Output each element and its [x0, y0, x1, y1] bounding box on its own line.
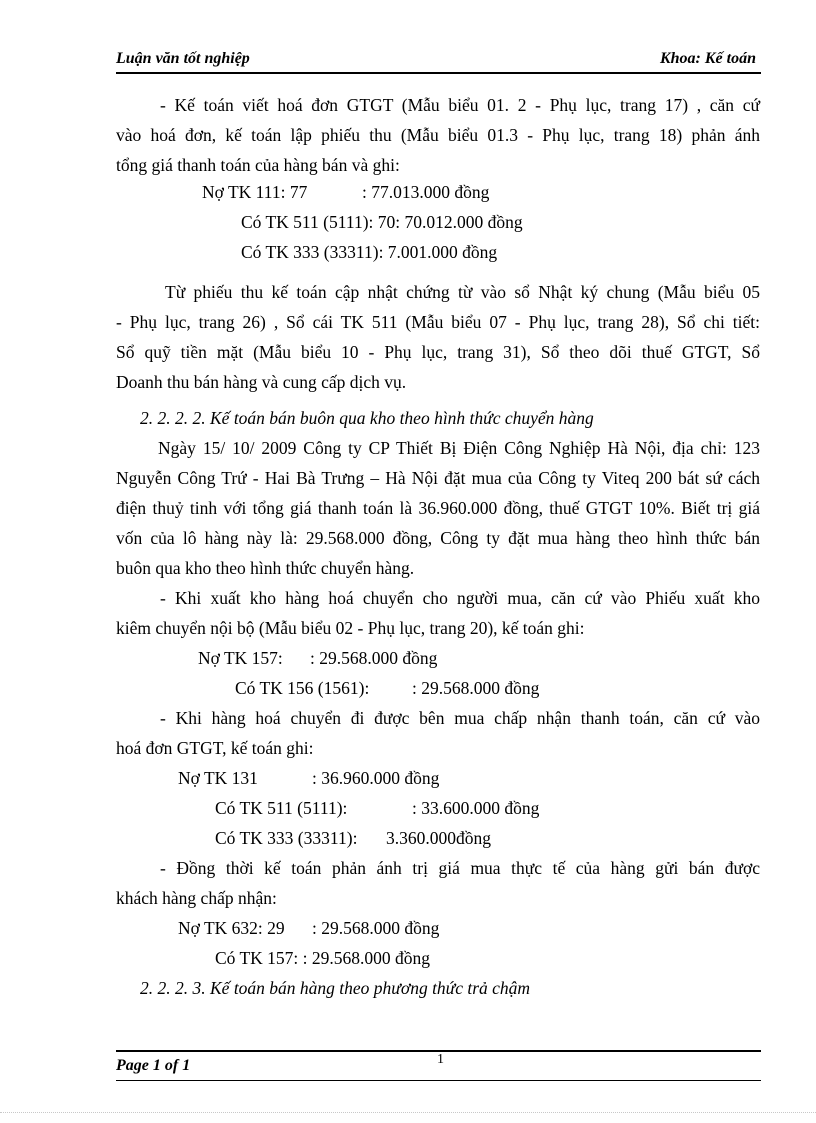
paragraph-line: buôn qua kho theo hình thức chuyển hàng.	[116, 558, 415, 578]
entry-debit-label: Nợ TK 131	[178, 768, 258, 788]
entry-credit-amount: : 29.568.000 đồng	[412, 678, 540, 698]
paragraph-line: Nguyễn Công Trứ - Hai Bà Trưng – Hà Nội đặt mua của Công ty Viteq 200 bát sứ cách	[116, 468, 760, 488]
header-rule	[116, 72, 761, 74]
paragraph-line: - Khi hàng hoá chuyển đi được bên mua chấp nhận thanh toán, căn cứ vào	[160, 708, 760, 728]
paragraph-line: Ngày 15/ 10/ 2009 Công ty CP Thiết Bị Điện Công Nghiệp Hà Nội, địa chỉ: 123	[158, 438, 760, 458]
paragraph-line: Từ phiếu thu kế toán cập nhật chứng từ vào sổ Nhật ký chung (Mẫu biểu 05	[165, 282, 760, 302]
page-edge	[0, 1112, 816, 1113]
entry-credit-line: Có TK 511 (5111): 70: 70.012.000 đồng	[241, 212, 523, 232]
entry-debit-label: Nợ TK 111: 77	[202, 182, 308, 202]
entry-debit-label: Nợ TK 157:	[198, 648, 283, 668]
footer-page-label: Page 1 of 1	[116, 1057, 191, 1074]
entry-credit-line: Có TK 333 (33311): 7.001.000 đồng	[241, 242, 498, 262]
page-header	[116, 50, 761, 72]
paragraph-line: vốn của lô hàng này là: 29.568.000 đồng, Công ty đặt mua hàng theo hình thức bán	[116, 528, 760, 548]
paragraph-line: vào hoá đơn, kế toán lập phiếu thu (Mẫu biểu 01.3 - Phụ lục, trang 18) phản ánh	[116, 125, 760, 145]
paragraph-line: điện thuỷ tinh với tổng giá thanh toán là 36.960.000 đồng, thuế GTGT 10%. Biết trị giá	[116, 498, 760, 518]
paragraph-line: kiêm chuyển nội bộ (Mẫu biểu 02 - Phụ lục, trang 20), kế toán ghi:	[116, 618, 585, 638]
entry-debit-amount: : 36.960.000 đồng	[312, 768, 440, 788]
entry-debit-amount: : 77.013.000 đồng	[362, 182, 490, 202]
footer-bottom-rule	[116, 1080, 761, 1081]
paragraph-line: - Phụ lục, trang 26) , Sổ cái TK 511 (Mẫu biểu 07 - Phụ lục, trang 28), Sổ chi tiết:	[116, 312, 760, 332]
entry-credit-amount: : 33.600.000 đồng	[412, 798, 540, 818]
entry-credit-label: Có TK 156 (1561):	[235, 678, 370, 698]
paragraph-line: khách hàng chấp nhận:	[116, 888, 277, 908]
entry-credit-amount: 3.360.000đồng	[386, 828, 491, 848]
section-heading: 2. 2. 2. 3. Kế toán bán hàng theo phương thức trả chậm	[140, 978, 531, 998]
entry-credit-label: Có TK 511 (5111):	[215, 798, 348, 818]
entry-debit-amount: : 29.568.000 đồng	[312, 918, 440, 938]
header-thesis-title: Luận văn tốt nghiệp	[116, 50, 250, 67]
paragraph-line: tổng giá thanh toán của hàng bán và ghi:	[116, 155, 400, 175]
paragraph-line: Doanh thu bán hàng và cung cấp dịch vụ.	[116, 372, 407, 392]
header-faculty: Khoa: Kế toán	[659, 50, 756, 67]
entry-debit-label: Nợ TK 632: 29	[178, 918, 285, 938]
paragraph-line: - Đồng thời kế toán phản ánh trị giá mua thực tế của hàng gửi bán được	[160, 858, 760, 878]
entry-credit-line: Có TK 157: : 29.568.000 đồng	[215, 948, 431, 968]
page-number: 1	[437, 1052, 444, 1067]
paragraph-line: hoá đơn GTGT, kế toán ghi:	[116, 738, 314, 758]
paragraph-line: - Kế toán viết hoá đơn GTGT (Mẫu biểu 01. 2 - Phụ lục, trang 17) , căn cứ	[160, 95, 760, 115]
paragraph-line: Sổ quỹ tiền mặt (Mẫu biểu 10 - Phụ lục, trang 31), Sổ theo dõi thuế GTGT, Sổ	[116, 342, 760, 362]
entry-debit-amount: : 29.568.000 đồng	[310, 648, 438, 668]
paragraph-line: - Khi xuất kho hàng hoá chuyển cho người mua, căn cứ vào Phiếu xuất kho	[160, 588, 760, 608]
entry-credit-label: Có TK 333 (33311):	[215, 828, 358, 848]
section-heading: 2. 2. 2. 2. Kế toán bán buôn qua kho theo hình thức chuyển hàng	[140, 408, 594, 428]
